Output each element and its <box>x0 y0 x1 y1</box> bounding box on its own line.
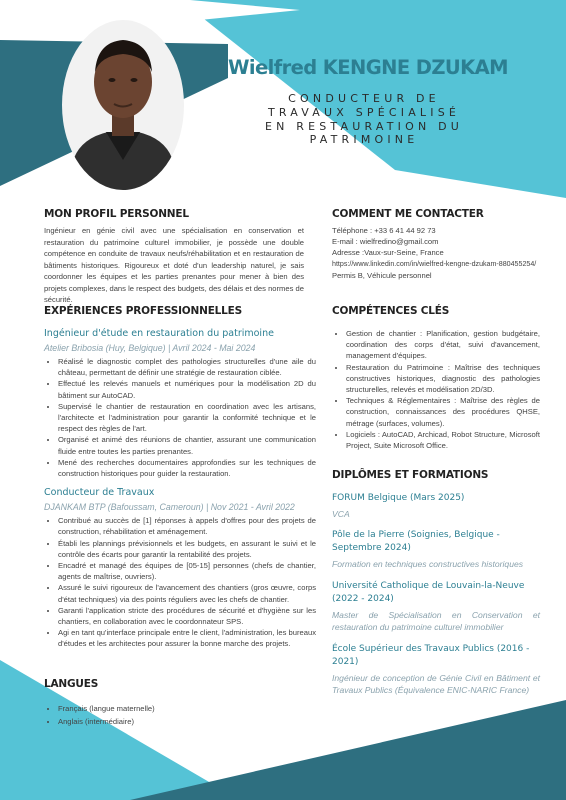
contact-email[interactable]: E-mail : wielfredino@gmail.com <box>332 237 439 247</box>
job-title-line: EN RESTAURATION DU <box>264 119 464 133</box>
candidate-name: Wielfred KENGNE DZUKAM <box>228 56 508 79</box>
list-item: • Réalisé le diagnostic complet des pathologies structurelles d'une aile du château, permettant de définir une stratégie de restauration ciblée. <box>58 356 316 378</box>
languages-section <box>44 678 304 728</box>
experience-company-dates: DJANKAM BTP (Bafoussam, Cameroun) | Nov 2021 - Avril 2022 <box>44 502 295 513</box>
job-title-line: CONDUCTEUR DE <box>288 92 440 105</box>
list-item: • Logiciels : AutoCAD, Archicad, Robot Structure, Microsoft Project, Suite Microsoft Office. <box>346 429 540 451</box>
experience-job-title: Conducteur de Travaux <box>44 487 155 499</box>
experience-section <box>44 305 316 650</box>
diploma-name: Pôle de la Pierre (Soignies, Belgique - Septembre 2024) <box>332 530 500 554</box>
profile-text: Ingénieur en génie civil avec une spécialisation en conservation et restauration du patrimoine culturel immobilier, je possède une double compétence en conduite de travaux neufs/réhabilitation et en restauration de bâtiments historiques. Rigoureux et doté d'un leadership naturel, je sais coordonner les équipes et les parties prenantes pour mener à bien des projets complexes, dans le respect des budgets, des délais et des normes de sécurité. <box>44 226 304 304</box>
list-item: • Effectué les relevés manuels et numériques pour la modélisation 2D du bâtiment sur AutoCAD. <box>58 378 316 400</box>
experience-item <box>44 328 316 479</box>
diploma-description: Formation en techniques constructives historiques <box>332 559 524 570</box>
experience-bullets <box>44 356 316 479</box>
diploma-item <box>332 643 540 697</box>
experience-job-title: Ingénieur d'étude en restauration du patrimoine <box>44 328 274 339</box>
list-item: • Anglais (intermédiaire) <box>58 715 304 728</box>
diploma-description: Master de Spécialisation en Conservation et restauration du patrimoine culturel immobilier <box>332 609 540 633</box>
section-title-contact: COMMENT ME CONTACTER <box>332 208 484 220</box>
experience-company-dates: Atelier Bribosia (Huy, Belgique) | Avril 2024 - Mai 2024 <box>44 343 256 353</box>
diploma-name: Université Catholique de Louvain-la-Neuve (2022 - 2024) <box>332 580 525 604</box>
list-item: • Contribué au succès de [1] réponses à appels d'offres pour des projets de construction, réhabilitation et aménagement. <box>58 515 316 537</box>
diploma-name: FORUM Belgique (Mars 2025) <box>332 493 465 503</box>
list-item: • Supervisé le chantier de restauration en coordination avec les artisans, l'architecte et l'administration pour garantir la conformité technique et le respect des règles de l'art. <box>58 401 316 435</box>
diploma-description: VCA <box>332 509 350 519</box>
section-title-skills: COMPÉTENCES CLÉS <box>332 305 450 317</box>
experience-bullets <box>44 515 316 649</box>
skills-section <box>332 305 540 451</box>
list-item: • Gestion de chantier : Planification, gestion budgétaire, coordination des corps d'état, suivi d'avancement, management d'équipes. <box>346 328 540 362</box>
list-item: • Encadré et managé des équipes de [05-15] personnes (chefs de chantier, agents de maîtrise, ouvriers). <box>58 560 316 582</box>
list-item: • Restauration du Patrimoine : Maîtrise des techniques constructives historiques, diagnostic des pathologies structurelles, relevés et modélisation 2D/3D. <box>346 362 540 396</box>
list-item: • Organisé et animé des réunions de chantier, assurant une communication fluide entre toutes les parties prenantes. <box>58 434 316 456</box>
contact-address: Adresse :Vaux-sur-Seine, France <box>332 248 444 258</box>
profile-section <box>44 208 304 306</box>
contact-license: Permis B, Véhicule personnel <box>332 270 432 280</box>
experience-item <box>44 487 316 649</box>
contact-phone: Téléphone : +33 6 41 44 92 73 <box>332 226 436 235</box>
diploma-name: École Supérieur des Travaux Publics (2016 - 2021) <box>332 643 530 667</box>
list-item: • Français (langue maternelle) <box>58 702 304 715</box>
list-item: • Établi les plannings prévisionnels et les budgets, en assurant le suivi et le contrôle des écarts pour garantir la rentabilité des projets. <box>58 538 316 560</box>
job-title-line: PATRIMOINE <box>309 133 419 147</box>
diploma-item <box>332 580 540 634</box>
section-title-profile: MON PROFIL PERSONNEL <box>44 208 189 220</box>
diploma-description: Ingénieur de conception de Génie Civil en Bâtiment et Travaux Publics (Équivalence ENIC-NARIC France) <box>332 672 540 696</box>
skills-list <box>332 328 540 451</box>
diplomas-section <box>332 469 540 696</box>
section-title-experience: EXPÉRIENCES PROFESSIONNELLES <box>44 305 242 317</box>
list-item: • Assuré le suivi rigoureux de l'avancement des chantiers (gros œuvre, corps d'état techniques) via des points réguliers avec les chefs de chantier. <box>58 582 316 604</box>
job-title-line: TRAVAUX SPÉCIALISÉ <box>267 105 461 119</box>
list-item: • Mené des recherches documentaires approfondies sur les techniques de construction historiques pour guider la restauration. <box>58 457 316 479</box>
list-item: • Techniques & Réglementaires : Maîtrise des règles de construction, connaissances des procédures QHSE, métrage (surfaces, volumes). <box>346 395 540 429</box>
avatar <box>62 20 184 190</box>
list-item: • Garanti l'application stricte des procédures de sécurité et d'hygiène sur les chantiers, en collaboration avec le coordonnateur SPS. <box>58 605 316 627</box>
section-title-languages: LANGUES <box>44 678 99 690</box>
contact-section <box>332 208 558 281</box>
list-item: • Agi en tant qu'interface principale entre le client, l'administration, les bureaux d'études et les architectes pour assurer la bonne marche des projets. <box>58 627 316 649</box>
section-title-diplomas: DIPLÔMES ET FORMATIONS <box>332 469 489 481</box>
diploma-item <box>332 529 540 570</box>
profile-photo <box>62 20 184 190</box>
contact-linkedin-link[interactable]: https://www.linkedin.com/in/wielfred-kengne-dzukam-880455254/ <box>332 259 537 268</box>
diploma-item <box>332 492 540 520</box>
job-title <box>226 92 502 147</box>
languages-list <box>44 702 304 728</box>
